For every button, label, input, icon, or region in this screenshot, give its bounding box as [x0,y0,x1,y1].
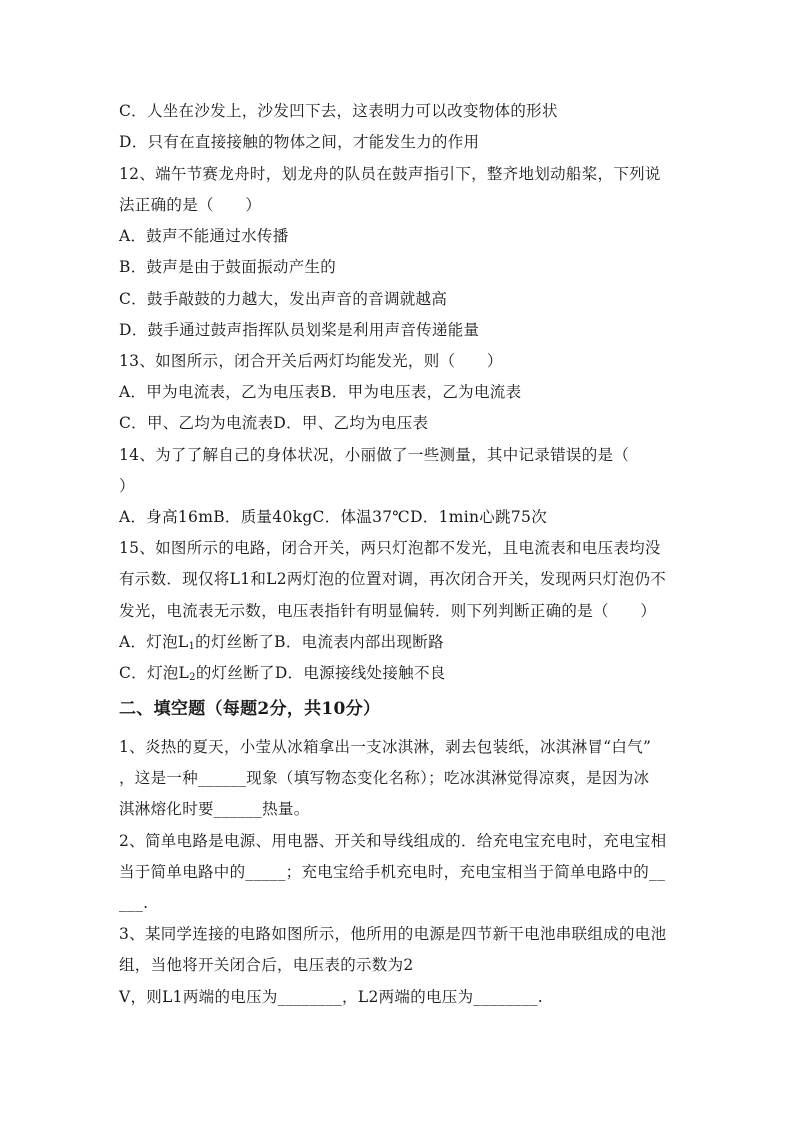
fill-q3-line-3: V，则L1两端的电压为________，L2两端的电压为________. [119,988,544,1006]
fill-q2-line-3: ___. [119,894,149,912]
q15-options-ab [119,632,679,657]
q15-option-c-sub: 2 [189,672,196,683]
q13-stem: 13、如图所示，闭合开关后两灯均能发光，则（ ） [119,352,503,370]
fill-q1-line-2: ，这是一种______现象（填写物态变化名称）；吃冰淇淋觉得凉爽，是因为冰 [119,769,650,787]
q15-options-cd [119,663,679,688]
q14-options: A．身高16mB．质量40kgC．体温37℃D．1min心跳75次 [119,508,548,526]
section-heading: 二、填空题（每题2分，共10分） [119,699,381,719]
fill-q2-line-1: 2、简单电路是电源、用电器、开关和导线组成的．给充电宝充电时，充电宝相 [119,832,667,850]
q15-stem-line-2: 有示数．现仅将L1和L2两灯泡的位置对调，再次闭合开关，发现两只灯泡仍不 [119,570,667,588]
q12-option-c: C．鼓手敲鼓的力越大，发出声音的音调就越高 [119,290,448,308]
fill-q2-line-2: 当于简单电路中的_____；充电宝给手机充电时，充电宝相当于简单电路中的__ [119,863,666,881]
q15-stem-line-3: 发光，电流表无示数，电压表指针有明显偏转．则下列判断正确的是（ ） [119,602,657,620]
q13-options-cd: C．甲、乙均为电流表D．甲、乙均为电压表 [119,414,429,432]
q14-stem-line-2: ） [119,477,135,495]
q11-option-d: D．只有在直接接触的物体之间，才能发生力的作用 [119,133,480,151]
fill-q3-line-1: 3、某同学连接的电路如图所示，他所用的电源是四节新干电池串联组成的电池 [119,925,667,943]
q15-option-c-post: 的灯丝断了D．电源接线处接触不良 [195,664,446,682]
q15-option-a-post: 的灯丝断了B．电流表内部出现断路 [195,633,444,651]
q12-option-a: A．鼓声不能通过水传播 [119,227,289,245]
q15-option-c-pre: C．灯泡L [119,664,190,682]
q15-option-a-pre: A．灯泡L [119,633,189,651]
q11-option-c: C．人坐在沙发上，沙发凹下去，这表明力可以改变物体的形状 [119,102,558,120]
fill-q3-line-2: 组，当他将开关闭合后，电压表的示数为2 [119,956,414,974]
q12-stem-line-2: 法正确的是（ ） [119,196,262,214]
fill-q1-line-1: 1、炎热的夏天，小莹从冰箱拿出一支冰淇淋，剥去包装纸，冰淇淋冒“白气” [119,738,652,756]
q14-stem-line-1: 14、为了了解自己的身体状况，小丽做了一些测量，其中记录错误的是（ [119,446,630,464]
q15-option-a-sub: 1 [188,641,196,652]
q15-stem-line-1: 15、如图所示的电路，闭合开关，两只灯泡都不发光，且电流表和电压表均没 [119,539,661,557]
q12-stem-line-1: 12、端午节赛龙舟时，划龙舟的队员在鼓声指引下，整齐地划动船桨，下列说 [119,165,661,183]
q12-option-d: D．鼓手通过鼓声指挥队员划桨是利用声音传递能量 [119,321,480,339]
fill-q1-line-3: 淇淋熔化时要______热量。 [119,800,310,818]
q13-options-ab: A．甲为电流表，乙为电压表B．甲为电压表，乙为电流表 [119,383,522,401]
q12-option-b: B．鼓声是由于鼓面振动产生的 [119,258,337,276]
